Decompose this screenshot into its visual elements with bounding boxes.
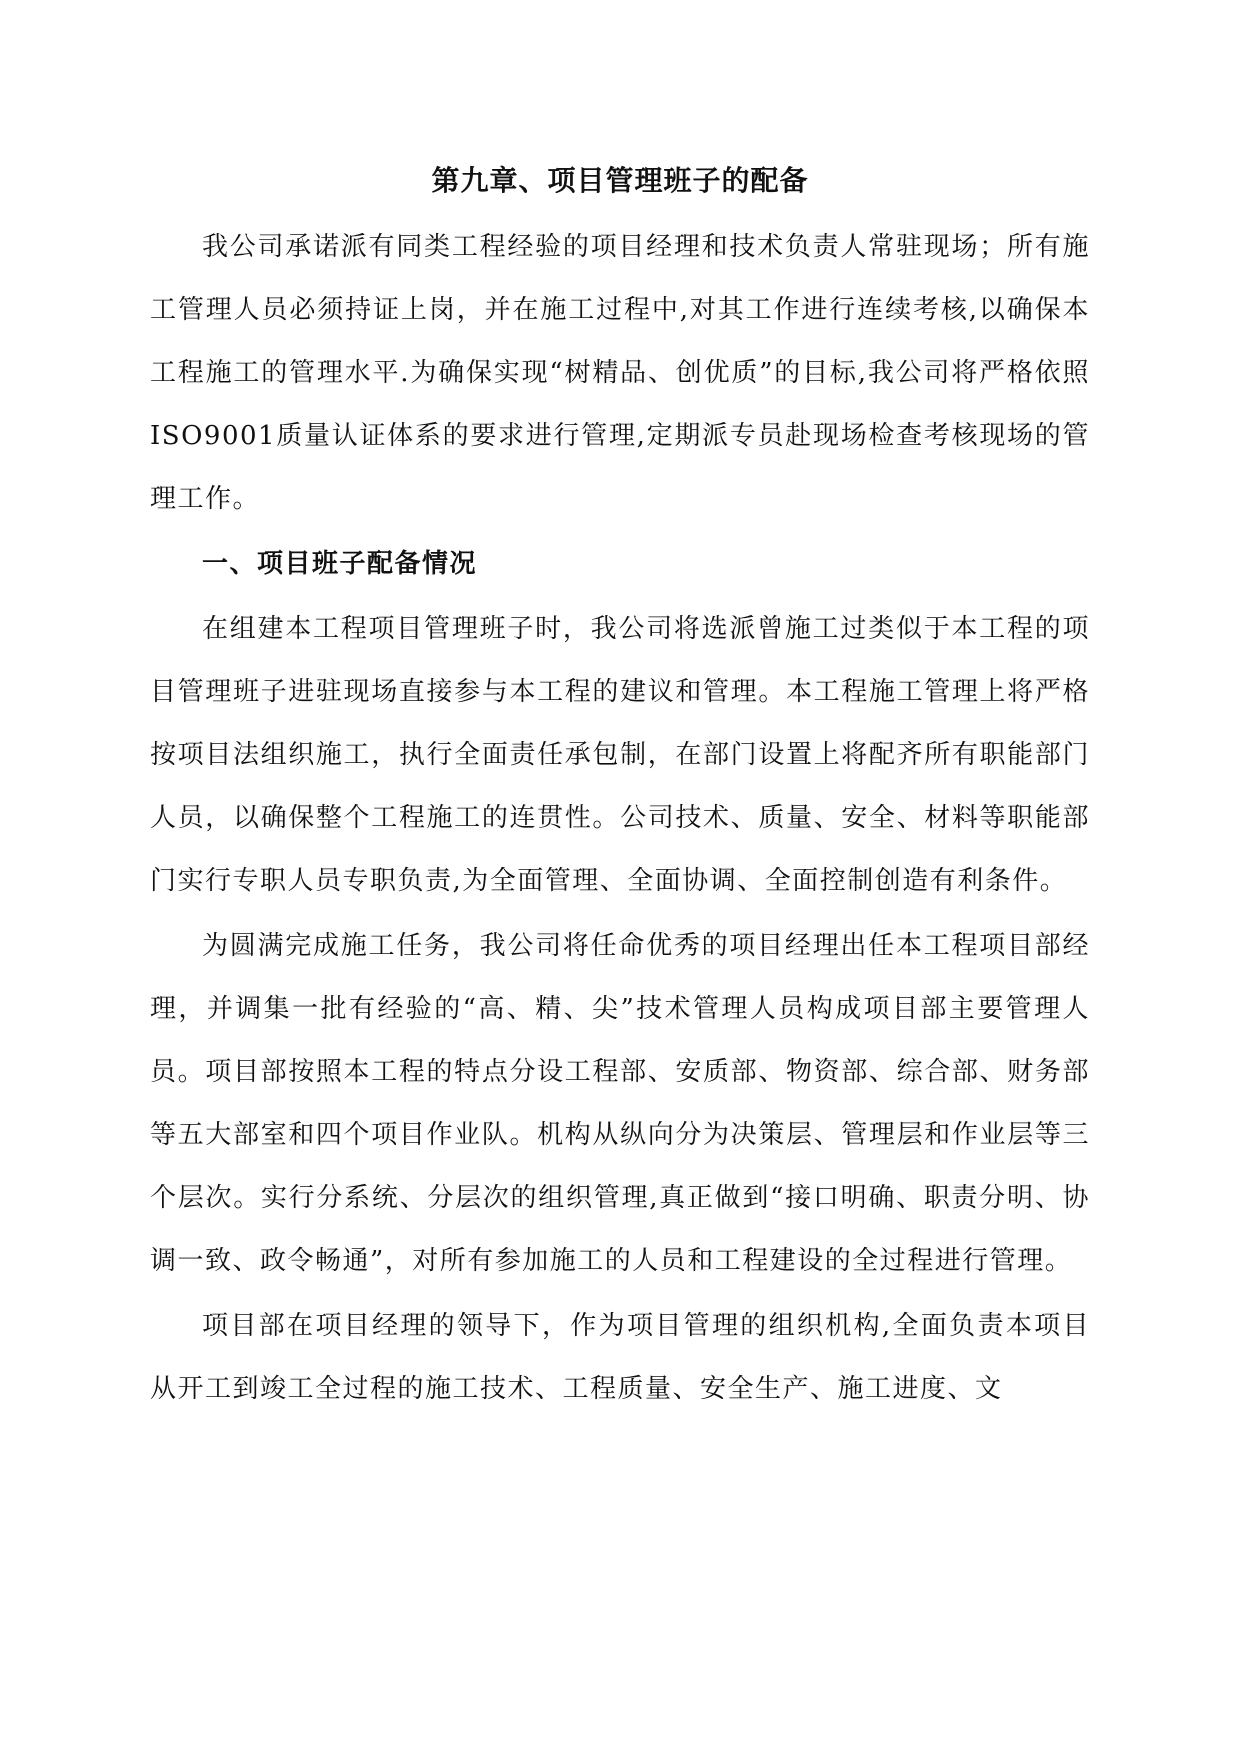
section-heading: 一、项目班子配备情况 — [202, 549, 478, 579]
document-page — [150, 152, 1090, 1423]
paragraph-team-formation: 在组建本工程项目管理班子时，我公司将选派曾施工过类似于本工程的项目管理班子进驻现场直接参与本工程的建议和管理。本工程施工管理上将严格按项目法组织施工，执行全面责任承包制，在部门设置上将配齐所有职能部门人员，以确保整个工程施工的连贯性。公司技术、质量、安全、材料等职能部门实行专职人员专职负责,为全面管理、全面协调、全面控制创造有利条件。 — [150, 614, 1090, 896]
paragraph-project-manager: 为圆满完成施工任务，我公司将任命优秀的项目经理出任本工程项目部经理，并调集一批有经验的“高、精、尖”技术管理人员构成项目部主要管理人员。项目部按照本工程的特点分设工程部、安质部、物资部、综合部、财务部等五大部室和四个项目作业队。机构从纵向分为决策层、管理层和作业层等三个层次。实行分系统、分层次的组织管理,真正做到“接口明确、职责分明、协调一致、政令畅通”，对所有参加施工的人员和工程建设的全过程进行管理。 — [150, 931, 1090, 1276]
chapter-title: 第九章、项目管理班子的配备 — [431, 164, 809, 197]
paragraph-project-department: 项目部在项目经理的领导下，作为项目管理的组织机构,全面负责本项目从开工到竣工全过程的施工技术、工程质量、安全生产、施工进度、文 — [150, 1311, 1090, 1404]
intro-paragraph: 我公司承诺派有同类工程经验的项目经理和技术负责人常驻现场；所有施工管理人员必须持证上岗，并在施工过程中,对其工作进行连续考核,以确保本工程施工的管理水平.为确保实现“树精品、创优质”的目标,我公司将严格依照ISO9001质量认证体系的要求进行管理,定期派专员赴现场检查考核现场的管理工作。 — [150, 232, 1090, 514]
